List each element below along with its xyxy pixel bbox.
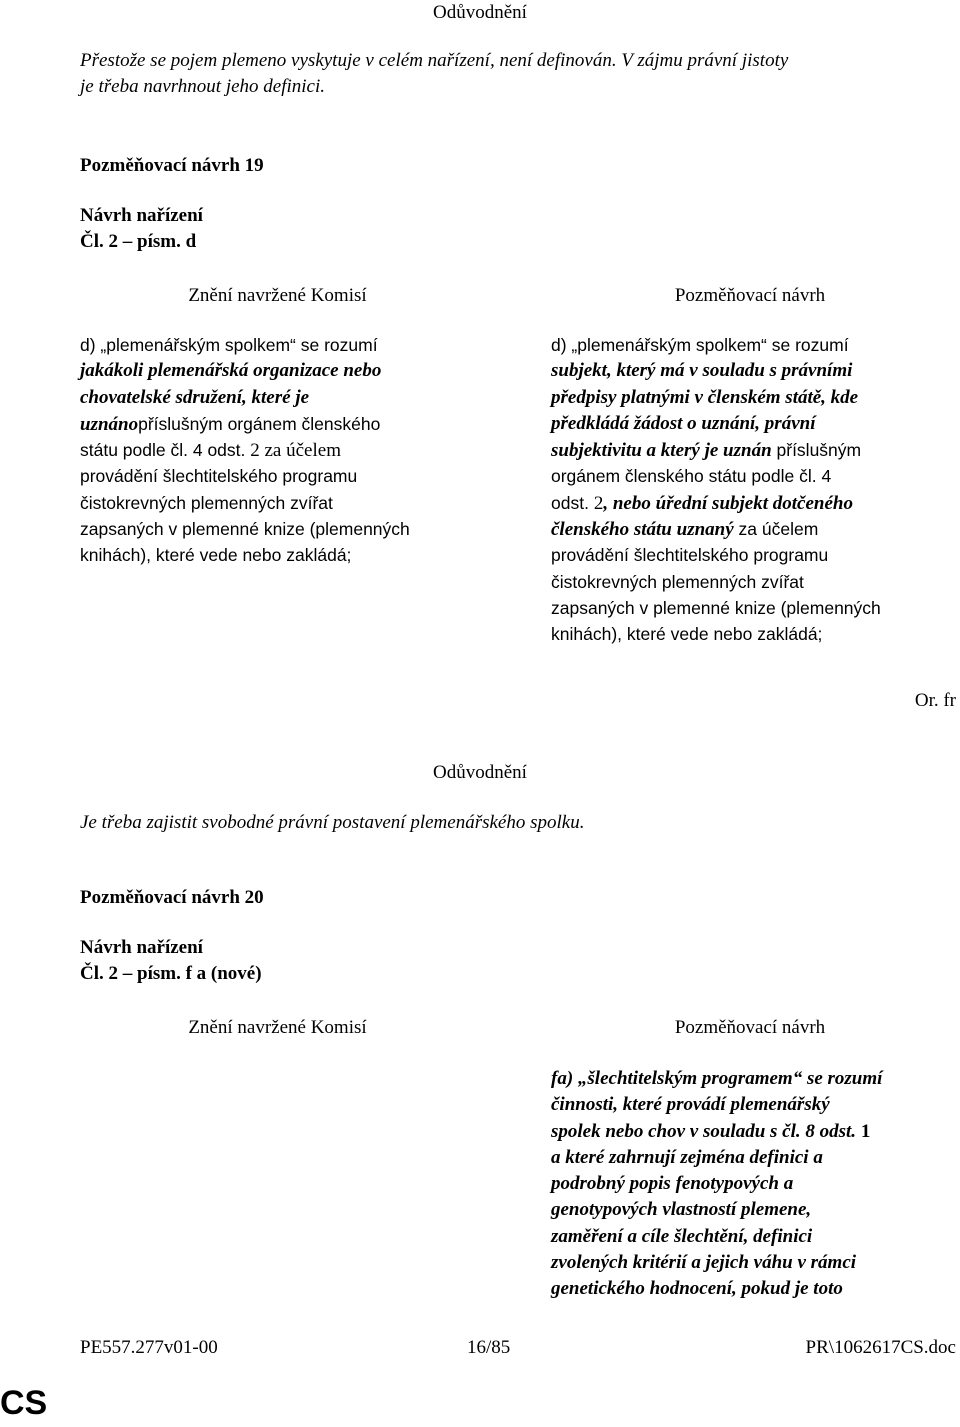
text-span: odst. — [551, 492, 594, 513]
text-line: knihách), které vede nebo zakládá; — [551, 624, 823, 645]
text-line: d) „plemenářským spolkem“ se rozumí — [551, 335, 849, 355]
added-text: subjektivitu a který je uznán — [551, 440, 772, 462]
text-line: jakákoli plemenářská organizace nebo — [80, 360, 382, 382]
justification-text-line: Je třeba zajistit svobodné právní postavení plemenářského spolku. — [80, 812, 585, 833]
text-line: genotypových vlastností plemene, — [551, 1199, 812, 1221]
commission-text-header: Znění navržené Komisí — [188, 1017, 367, 1038]
amended-text — [551, 1066, 882, 1303]
text-line: zaměření a cíle šlechtění, definici — [551, 1225, 813, 1247]
text-line: knihách), které vede nebo zakládá; — [80, 545, 352, 566]
footer-document-id: PE557.277v01-00 — [80, 1337, 218, 1358]
text-line — [80, 411, 410, 437]
amendment-reference: Čl. 2 – písm. f a (nové) — [80, 963, 262, 984]
text-line: čistokrevných plemenných zvířat — [80, 492, 333, 513]
text-span: za účelem — [733, 519, 819, 540]
justification-text-line: je třeba navrhnout jeho definici. — [80, 76, 326, 97]
text-line: zapsaných v plemenné knize (plemenných — [551, 597, 881, 618]
amendment-title: Pozměňovací návrh 20 — [80, 887, 264, 908]
amendment-reference: Návrh nařízení — [80, 937, 203, 958]
text-line: předpisy platnými v členském státě, kde — [551, 386, 859, 408]
text-line: a které zahrnují zejména definici a — [551, 1146, 823, 1168]
amendment-text-header: Pozměňovací návrh — [674, 285, 826, 306]
amendment-title: Pozměňovací návrh 19 — [80, 155, 264, 176]
text-line: čistokrevných plemenných zvířat — [551, 571, 804, 592]
text-line: fa) „šlechtitelským programem“ se rozumí — [551, 1068, 883, 1089]
text-line: chovatelské sdružení, které je — [80, 386, 310, 408]
deleted-text: uznáno — [80, 413, 139, 435]
commission-text-header: Znění navržené Komisí — [188, 285, 367, 306]
justification-heading: Odůvodnění — [433, 762, 527, 783]
text-line: orgánem členského státu podle čl. 4 — [551, 466, 832, 487]
text-line: provádění šlechtitelského programu — [551, 545, 829, 566]
text-line: genetického hodnocení, pokud je toto — [551, 1278, 843, 1300]
amendment-text-header: Pozměňovací návrh — [674, 1017, 826, 1038]
text-line: zapsaných v plemenné knize (plemenných — [80, 519, 410, 540]
footer-file-name: PR\1062617CS.doc — [805, 1337, 956, 1358]
text-line: podrobný popis fenotypových a — [551, 1173, 794, 1195]
text-span: 2 za účelem — [250, 440, 341, 462]
added-text: spolek nebo chov v souladu s čl. 8 odst. — [551, 1120, 861, 1142]
justification-heading: Odůvodnění — [433, 2, 527, 23]
amendment-reference: Čl. 2 – písm. d — [80, 231, 197, 252]
text-line: provádění šlechtitelského programu — [80, 466, 358, 487]
text-line: subjekt, který má v souladu s právními — [551, 360, 853, 382]
text-span: příslušným orgánem členského — [138, 413, 381, 434]
justification-text-line: Přestože se pojem plemeno vyskytuje v celém nařízení, není definován. V zájmu právní jistoty — [80, 50, 789, 71]
text-line: d) „plemenářským spolkem“ se rozumí — [80, 335, 378, 355]
added-text: členského státu uznaný — [551, 519, 734, 541]
text-span: státu podle čl. 4 odst. — [80, 440, 251, 461]
text-line: činnosti, které provádí plemenářský — [551, 1094, 830, 1116]
footer-page-number: 16/85 — [467, 1337, 511, 1358]
text-line — [551, 516, 881, 542]
added-text: , nebo úřední subjekt dotčeného — [603, 492, 853, 514]
amended-text — [551, 332, 881, 648]
text-line: předkládá žádost o uznání, právní — [551, 412, 816, 434]
original-language: Or. fr — [914, 690, 956, 711]
language-mark: CS — [0, 1384, 48, 1422]
text-span: 1 — [860, 1120, 871, 1142]
text-line — [551, 437, 881, 463]
text-line — [80, 437, 410, 463]
text-line — [551, 1119, 882, 1145]
text-span: 2 — [593, 492, 604, 514]
text-line: zvolených kritérií a jejich váhu v rámci — [551, 1252, 857, 1274]
amendment-reference: Návrh nařízení — [80, 205, 203, 226]
commission-text — [80, 332, 410, 569]
text-line — [551, 490, 881, 516]
text-span: příslušným — [771, 440, 862, 461]
